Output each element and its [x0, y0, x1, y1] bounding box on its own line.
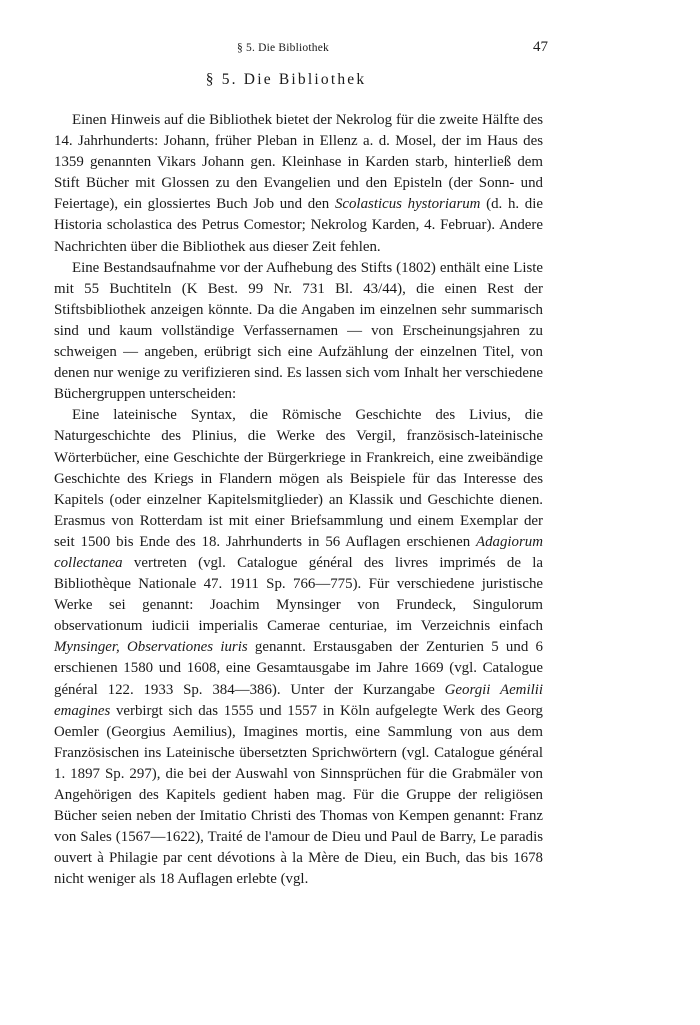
italic-title: Scolasticus hystoriarum — [334, 196, 481, 213]
text-run: Eine Bestandsaufnahme vor der Aufhebung des Stifts (1802) enthält eine Liste mit 55 Buchtiteln (K Best. 99 Nr. 731 Bl. 43/44), die einen Rest der Stiftsbibliothek anzeigen könnte. Da die Angaben im einzelnen sehr summarisch sind und kaum vollständige Verfassernamen — von Erscheinungsjahren zu schweigen — angeben, erübrigt sich eine Aufzählung der einzelnen Titel, von denen nur wenige zu verifizieren sind. Es lassen sich vom Inhalt her verschiedene Büchergruppen unterscheiden: — [54, 259, 543, 403]
text-run: (d. h. die Historia scholastica des Petrus Comestor; Nekrolog Karden, 4. Februar). Andere Nachrichten über die Bibliothek aus dieser Zeit fehlen. — [54, 196, 543, 255]
text-run: Eine lateinische Syntax, die Römische Geschichte des Livius, die Naturgeschichte des Plinius, die Werke des Vergil, französisch-lateinische Wörterbücher, eine Geschichte der Bürgerkriege in Frankreich, eine zweibändige Geschichte des Kriegs in Flandern mögen als Beispiele für das Interesse des Kapitels (oder einzelner Kapitelsmitglieder) an Klassik und Geschichte dienen. Erasmus von Rotterdam ist mit einer Briefsammlung und einem Exemplar der seit 1500 bis Ende des 18. Jahrhunderts in 56 Auflagen erschienen — [54, 407, 543, 550]
text-run: Einen Hinweis auf die Bibliothek bietet der Nekrolog für die zweite Hälfte des 14. Jahrhunderts: Johann, früher Pleban in Ellenz a. d. Mosel, der im Haus des 1359 genannten Vikars Johann gen. Kleinhase in Karden starb, hinterließ dem Stift Bücher mit Glossen zu den Evangelien und den Episteln (der Sonn- und Feiertage), ein glossiertes Buch Job und den — [54, 112, 543, 213]
body-text — [54, 110, 543, 890]
italic-title: Adagiorum collectanea — [54, 533, 543, 571]
text-run: verbirgt sich das 1555 und 1557 in Köln aufgelegte Werk des Georg Oemler (Georgius Aemilius), Imagines mortis, eine Sammlung von aus dem Französischen ins Lateinische übersetzten Sprichwörtern (vgl. Catalogue général 1. 1897 Sp. 297), die bei der Auswahl von Sinnsprüchen für die Grabmäler von Angehörigen des Kapitels gedient haben mag. Für die Gruppe der religiösen Bücher seien neben der Imitatio Christi des Thomas von Kempen genannt: Franz von Sales (1567—1622), Traité de l'amour de Dieu und Paul de Barry, Le paradis ouvert à Philagie par cent dévotions à la Mère de Dieu, ein Buch, das bis 1678 nicht weniger als 18 Auflagen erlebte (vgl. — [54, 702, 543, 888]
text-run: vertreten (vgl. Catalogue général des livres imprimés de la Bibliothèque Nationale 47. 1911 Sp. 766—775). Für verschiedene juristische Werke sei genannt: Joachim Mynsinger von Frundeck, Singulorum observationum iudicii imperialis Camerae centuriae, im Verzeichnis einfach — [54, 554, 543, 635]
text-run: genannt. Erstausgaben der Zenturien 5 und 6 erschienen 1580 und 1608, eine Gesamtausgabe im Jahre 1669 (vgl. Catalogue général 122. 1933 Sp. 384—386). Unter der Kurzangabe — [54, 639, 543, 698]
section-title: § 5. Die Bibliothek — [205, 71, 367, 88]
paragraph-3 — [54, 405, 543, 890]
italic-title: Georgii Aemilii emagines — [54, 681, 543, 719]
paragraph-1 — [54, 110, 543, 258]
paragraph-2 — [54, 258, 543, 406]
italic-title: Mynsinger, Observationes iuris — [54, 639, 248, 656]
page-number: 47 — [533, 39, 548, 55]
running-title: § 5. Die Bibliothek — [237, 42, 329, 54]
